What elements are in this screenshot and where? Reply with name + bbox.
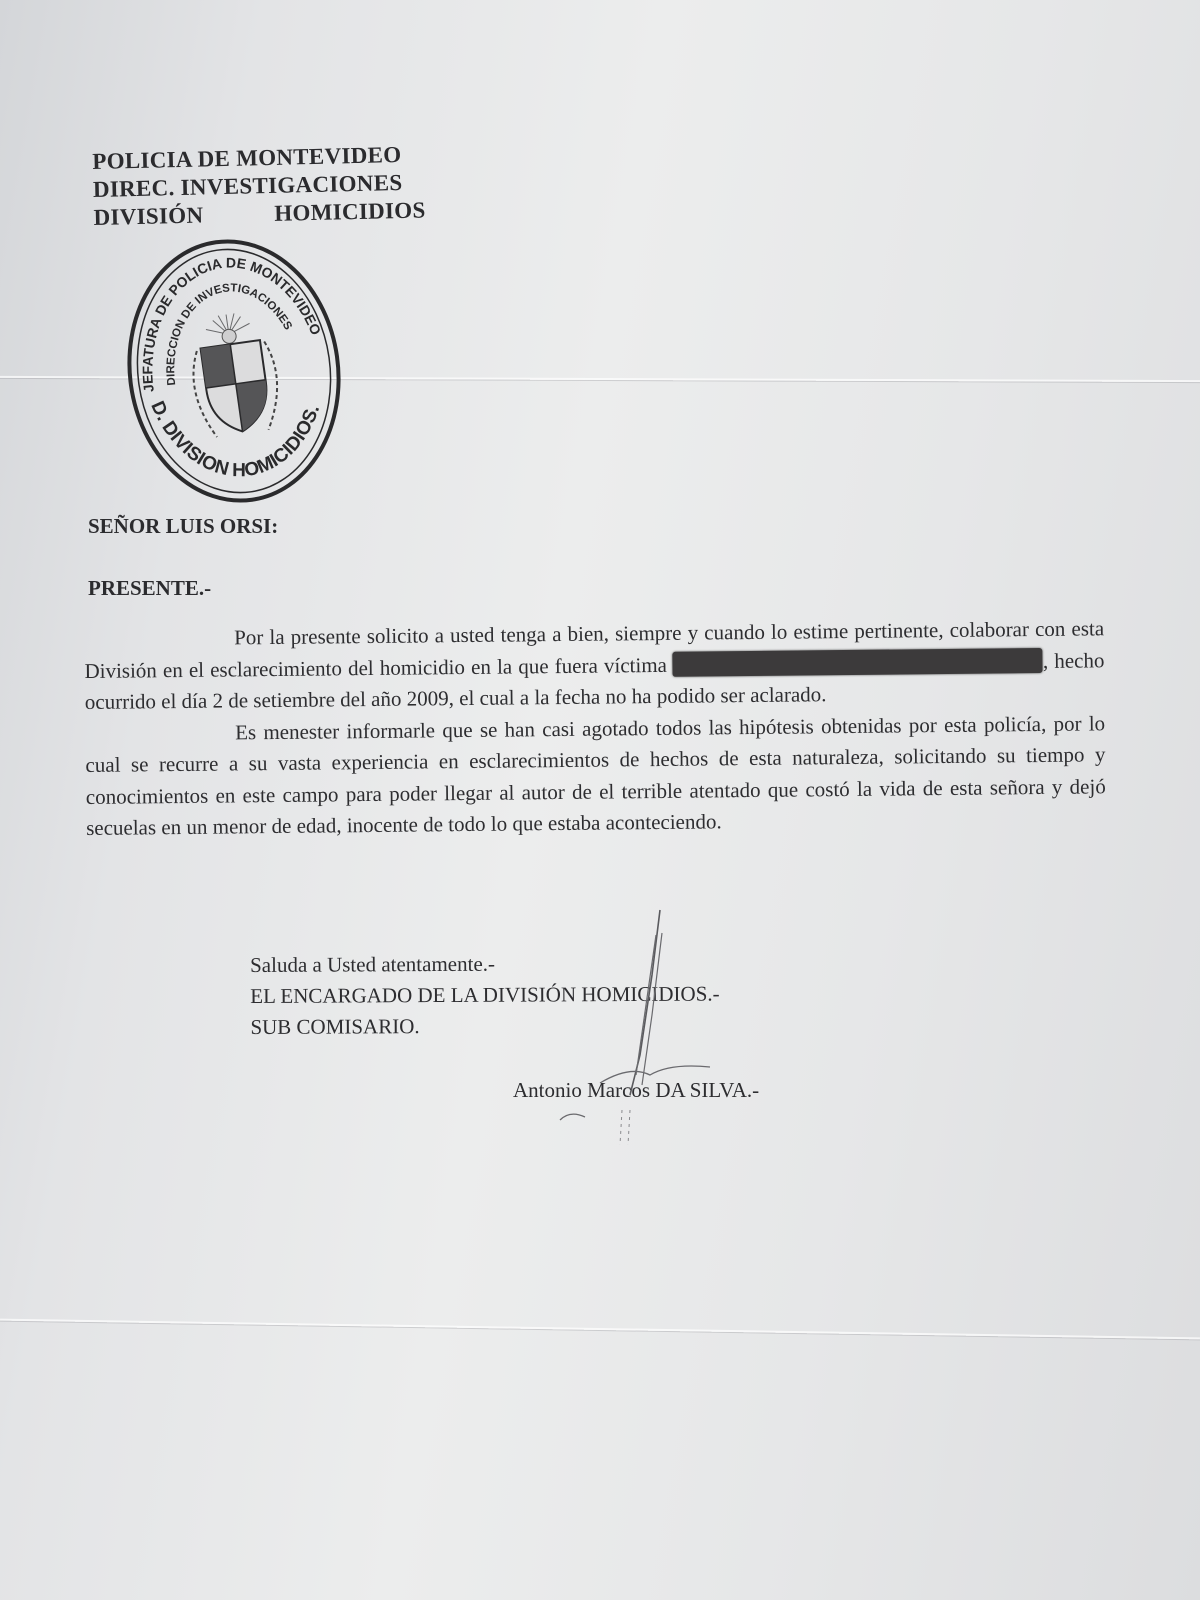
handwritten-signature-icon — [540, 905, 740, 1165]
paragraph-2: Es menester informarle que se han casi agotado todos las hipótesis obtenidas por esta policía, por lo cual se recurre a su vasta experiencia en esclarecimientos de hechos de esta naturaleza, solicitando su tiempo y conocimientos en este campo para poder llegar al autor de el terrible atentado que costó la vida de esta señora y dejó secuelas en un menor de edad, inocente de todo lo que estaba aconteciendo. — [85, 710, 1106, 840]
letterhead-line-2: DIREC. INVESTIGACIONES — [92, 169, 403, 202]
paragraph-1-text-after: , hecho ocurrido el día 2 de setiembre del año 2009, el cual a la fecha no ha podido ser aclarado. — [84, 647, 1105, 714]
svg-text:JEFATURA DE POLICIA DE MONTEVI: JEFATURA DE POLICIA DE MONTEVIDEO — [139, 254, 325, 394]
addressee: SEÑOR LUIS ORSI: — [88, 514, 279, 538]
letterhead — [92, 140, 426, 232]
closing-rank: SUB COMISARIO. — [250, 1014, 420, 1039]
closing-title: EL ENCARGADO DE LA DIVISIÓN HOMICIDIOS.- — [250, 981, 720, 1008]
letterhead-homicidios: HOMICIDIOS — [273, 197, 426, 226]
redacted-victim-name — [673, 647, 1043, 676]
letterhead-division: DIVISIÓN — [93, 202, 204, 230]
signer-name: Antonio Marcos DA SILVA.- — [513, 1078, 760, 1102]
letter-body — [84, 613, 1106, 844]
letterhead-line-1: POLICIA DE MONTEVIDEO — [92, 141, 402, 174]
paper-fold-line — [0, 1319, 1200, 1340]
paragraph-1 — [84, 613, 1105, 718]
police-seal-stamp-icon — [106, 222, 361, 520]
closing-greeting: Saluda a Usted atentamente.- — [250, 951, 496, 977]
svg-text:DIRECCION DE INVESTIGACIONES: DIRECCION DE INVESTIGACIONES — [165, 282, 294, 386]
presente-salutation: PRESENTE.- — [88, 576, 212, 600]
svg-text:D. DIVISION HOMICIDIOS.: D. DIVISION HOMICIDIOS. — [146, 398, 325, 482]
paragraph-1-text-before: Por la presente solicito a usted tenga a bien, siempre y cuando lo estime pertinente, colaborar con esta División en el esclarecimiento del homicidio en la que fuera víctima — [84, 616, 1105, 683]
